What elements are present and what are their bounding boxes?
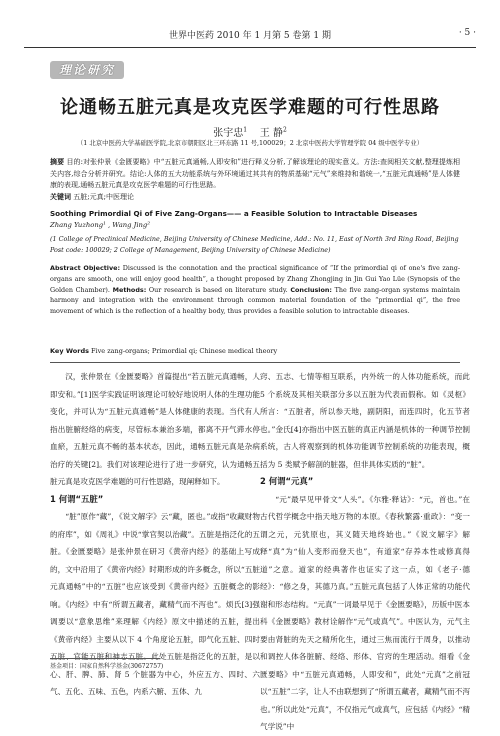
running-header — [24, 28, 476, 44]
body-paragraph: 窍、五志、七情等相互联系，内外统一的人体功能系统，而此 5 个系统及其相关联部分多以五脏为代表而假称。如《灵枢》所言：“五脏者，所以参天地，副阴阳，而连四时，化五节者也。”金氏[4]亦指出中医五脏的真正内涵是机体的一种调节控制系统，古人将观察到的机体功能调节控制系统的功能表现，概括为 5 类赋予解剖的脏器，但非具体实质的“脏”。 — [260, 372, 470, 469]
affiliation: （1 北京中医药大学基础医学院,北京市朝阳区北三环东路 11 号,100029；2 北京中医药大学管理学院 04 级中医学专业） — [76, 139, 424, 147]
author-1-mark: 1 — [243, 126, 248, 134]
footnote: 基金项目：国家自然科学基金(30672757) — [50, 663, 164, 670]
en-conclusion: The five zang-organ systems maintain harmony and integration with the environment through common material foundation of the “primordial qi”, the free movement of which is the reflection of a healthy body, thus provides a feasible solution to intractable diseases. — [50, 285, 460, 316]
en-methods-label: Methods: — [112, 285, 147, 294]
english-keywords — [50, 347, 460, 355]
author-line — [24, 124, 476, 139]
page-number: · 5 · — [458, 28, 476, 38]
en-abstract-label: Abstract — [50, 264, 81, 272]
keywords-label: 关键词 — [50, 192, 71, 201]
chinese-abstract — [50, 157, 460, 203]
en-keywords: Five zang-organs; Primordial qi; Chinese medical theory — [91, 347, 278, 355]
english-affiliation: (1 College of Preclinical Medicine, Beijing University of Chinese Medicine, Add.: No. 11, East of North 3rd Ring Road, Beijing Post code: 100029; 2 College of Management, Beijing University of Chinese Medicine) — [50, 235, 459, 254]
body-paragraph: “脏”原作“藏”，《说文解字》云“藏，匿也。”或指“收藏财物的府库”，如《周礼》中说“掌官契以治藏”。五脏是指泛化的五脏。《金匮要略》是张仲景在研习《黄帝内经》的基础上写成的，文中沿用了《黄帝内经》时期形成的许多概念，所以“五脏元真通畅”中的“五脏”也应该受到《黄帝内经》五脏概念的影响。《内经》中有“所谓五藏者，藏精气而不泻也”。烦氏[3]强调要以“意象思维”来理解《内经》原文中描述的五脏，提出《黄帝内经》主要从以下 4 个角度论五脏，即气化五脏、四时五脏、官能五脏和神志五脏。此处五脏是指泛化的五脏，是以心、肝、脾、肺、肾 5 个脏器为中心，外应五方、四时、六气、五化、五味、五色，内系六腑、五体、九 — [50, 512, 260, 696]
footnote-rule — [50, 658, 160, 659]
english-abstract — [50, 263, 460, 317]
en-objective-label: Objective: — [83, 264, 121, 272]
header-rule — [24, 47, 476, 48]
column-tag: 理论研究 — [50, 61, 124, 79]
running-title: 世界中医药 2010 年 1 月第 5 卷第 1 期 — [169, 31, 331, 41]
en-methods: Our research is based on literature study. — [148, 285, 288, 294]
section-heading: 2 何谓“元真” — [260, 476, 314, 486]
abstract-rule — [50, 362, 460, 363]
body-column-right — [260, 368, 470, 736]
english-authors: Zhang Yuzhong¹ , Wang Jing² — [50, 221, 150, 229]
en-conclusion-label: Conclusion: — [290, 285, 332, 294]
section-heading: 1 何谓“五脏” — [50, 493, 104, 504]
abstract-text: 目的:对张仲景《金匮要略》中“五脏元真通畅,人即安和”进行释义分析,了解该理论的现实意义。方法:查阅相关文献,整理提炼相关内容,综合分析并研究。结论:人体的五大功能系统与外环境通过其共有的物质基础“元气”来维持和谐统一,“五脏元真通畅”是人体健康的表现,通畅五脏元真是攻克医学难题的可行性思路。 — [50, 158, 460, 189]
keywords-text: 五脏;元真;中医理论 — [73, 192, 134, 201]
english-title: Soothing Primordial Qi of Five Zang-Organs—— a Feasible Solution to Intractable Diseases — [50, 209, 418, 218]
author-2-mark: 2 — [282, 126, 287, 134]
body-paragraph: “元”最早见甲骨文“人头”。《尔雅·释诂》：“元，首也。”在古代哲学概念中指天地万物的本原。《春秋繁露·重政》：“变一谓之元，元犹原也，其义随天地终始也。”《说文解字》解释“真”为“仙人变形而登天也”，有道家“存养本性或修真得道”之意。道家的经典著作也证实了这一点，如《老子·德经》：“修之身，其德乃真。”五脏元真包括了人体正常的功能代谢和形态结构。“元真”一词最早见于《金匮要略》，历版中医本科《金匮要略》教材诠解作“元气或真气”。中医认为，元气主要由肾脏的先天之精所化生，通过三焦而流行于周身，以推动和调控人体各脏腑、经络、形体、官窍的生理活动。细看《金匮要略》中“五脏元真通畅，人即安和”，此处“元真”之前冠以“五脏”二字，让人不由联想到了“所谓五藏者，藏精气而不泻也。”所以此处“元真”，不仅指元气或真气，应包括《内经》“精气学说”中 — [260, 494, 470, 731]
abstract-label: 摘要 — [50, 158, 65, 166]
en-keywords-label: Key Words — [50, 347, 89, 355]
body-column-left — [50, 368, 260, 701]
en-objective: Discussed is the connotation and the practical significance of “If the primordial qi of one's five zang-organs are smooth, one will enjoy good health”, a thought proposed by Zhang Zhongjing in Jin Gui Yao Lüe (Synopsis of the Golden Chamber). — [50, 264, 460, 294]
article-title: 论通畅五脏元真是攻克医学难题的可行性思路 — [60, 97, 440, 118]
author-2: 王 静 — [259, 128, 283, 139]
body-paragraph: 汉，张仲景在《金匮要略》首篇提出“若五脏元真通畅，人即安和。”[1]医学实践证明该理论可较好地说明人体的生理功能变化，并可认为“五脏元真通畅”是人体健康的表现。当代有人指出脏腑经络的病变，尽管标本兼治多端，都离不开气滞水停血瘀，五脏元真不畅的基本状态，因此，通畅五脏元真是杂病治疗的关键[2]。我们对该理论进行了进一步研究，认为通畅五脏元真是攻克医学难题的可行性思路，现阐释如下。 — [50, 372, 260, 486]
author-1: 张宇忠 — [213, 128, 244, 139]
